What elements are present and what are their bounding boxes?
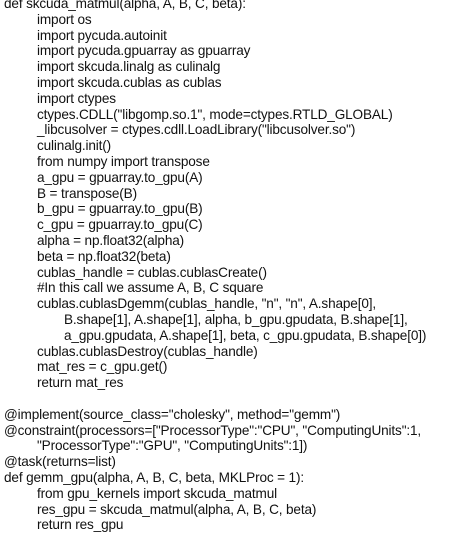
code-line: from numpy import transpose xyxy=(37,154,210,169)
code-line: def skcuda_matmul(alpha, A, B, C, beta): xyxy=(4,0,246,11)
code-line: import skcuda.cublas as cublas xyxy=(37,75,222,90)
code-line: ctypes.CDLL("libgomp.so.1", mode=ctypes.RTLD_GLOBAL) xyxy=(37,106,393,122)
code-line: res_gpu = skcuda_matmul(alpha, A, B, C, beta) xyxy=(37,501,317,517)
code-line: culinalg.init() xyxy=(37,138,112,154)
code-line: "ProcessorType":"GPU", "ComputingUnits":1]) xyxy=(37,438,308,454)
code-line: return mat_res xyxy=(37,375,124,391)
code-line: @constraint(processors=["ProcessorType":"CPU", "ComputingUnits":1, xyxy=(4,422,422,438)
code-line: B = transpose(B) xyxy=(37,185,137,201)
code-line: cublas.cublasDestroy(cublas_handle) xyxy=(37,343,258,359)
code-line: import pycuda.gpuarray as gpuarray xyxy=(37,43,251,59)
code-line: cublas.cublasDgemm(cublas_handle, "n", "n", A.shape[0], xyxy=(37,296,377,312)
code-line: B.shape[1], A.shape[1], alpha, b_gpu.gpudata, B.shape[1], xyxy=(64,312,408,327)
code-line: a_gpu = gpuarray.to_gpu(A) xyxy=(37,169,203,185)
code-line: @implement(source_class="cholesky", method="gemm") xyxy=(4,406,341,422)
code-line: import skcuda.linalg as culinalg xyxy=(37,59,221,75)
code-line: return res_gpu xyxy=(37,517,124,533)
code-line: cublas_handle = cublas.cublasCreate() xyxy=(37,264,267,280)
code-line: #In this call we assume A, B, C square xyxy=(37,280,264,296)
code-line: def gemm_gpu(alpha, A, B, C, beta, MKLProc = 1): xyxy=(4,470,304,485)
code-line: alpha = np.float32(alpha) xyxy=(37,233,185,248)
code-line: b_gpu = gpuarray.to_gpu(B) xyxy=(37,201,203,217)
code-line: import ctypes xyxy=(37,90,116,106)
code-line: a_gpu.gpudata, A.shape[1], beta, c_gpu.gpudata, B.shape[0]) xyxy=(64,327,427,343)
code-line: c_gpu = gpuarray.to_gpu(C) xyxy=(37,217,203,233)
code-line: import pycuda.autoinit xyxy=(37,27,167,43)
code-line: import os xyxy=(37,11,92,27)
code-line: from gpu_kernels import skcuda_matmul xyxy=(37,485,277,501)
code-line: _libcusolver = ctypes.cdll.LoadLibrary("libcusolver.so") xyxy=(37,122,356,138)
code-line: beta = np.float32(beta) xyxy=(37,248,171,264)
code-line: @task(returns=list) xyxy=(4,454,116,470)
code-line: mat_res = c_gpu.get() xyxy=(37,359,168,375)
